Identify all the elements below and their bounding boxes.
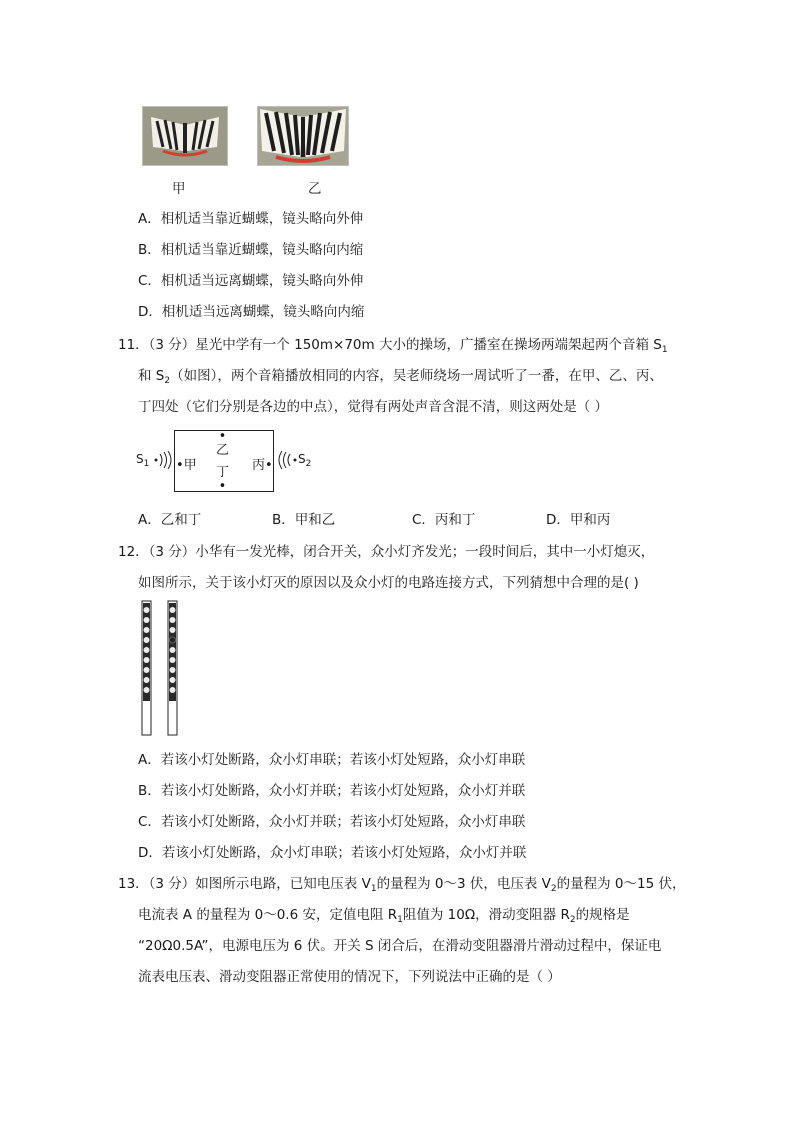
q12-option-c[interactable]: C．若该小灯处断路，众小灯并联；若该小灯处短路，众小灯串联 bbox=[138, 814, 526, 830]
playground-diagram bbox=[136, 428, 326, 494]
q11-stem-line1: 11．（3 分）星光中学有一个 150m×70m 大小的操场，广播室在操场两端架起两个音箱 $S_1$ bbox=[118, 337, 668, 355]
q10-option-d[interactable]: D．相机适当远离蝴蝶，镜头略向内缩 bbox=[138, 304, 365, 320]
q12-option-b[interactable]: B．若该小灯处断路，众小灯并联；若该小灯处短路，众小灯并联 bbox=[138, 783, 526, 799]
q11-option-c[interactable]: C．丙和丁 bbox=[412, 512, 476, 528]
butterfly-photo-jia bbox=[142, 106, 228, 166]
point-yi: • 乙 bbox=[216, 429, 230, 458]
butterfly-icon bbox=[143, 107, 227, 165]
sound-wave-icon bbox=[154, 450, 176, 470]
q10-option-c[interactable]: C．相机适当远离蝴蝶，镜头略向外伸 bbox=[138, 273, 364, 289]
q13-stem-line1: 13．（3 分）如图所示电路，已知电压表 $V_1$的量程为 0～3 伏，电压表 $V_2$的量程为 0～15 伏， bbox=[118, 876, 686, 894]
q10-option-b[interactable]: B．相机适当靠近蝴蝶，镜头略向内缩 bbox=[138, 242, 364, 258]
glow-stick-lit bbox=[142, 601, 151, 735]
q11-option-b[interactable]: B．甲和乙 bbox=[272, 512, 336, 528]
q13-stem-line4: 流表电压表、滑动变阻器正常使用的情况下，下列说法中正确的是（ ） bbox=[138, 969, 561, 985]
butterfly-photo-yi bbox=[257, 106, 349, 166]
q11-stem-line3: 丁四处（它们分别是各边的中点），觉得有两处声音含混不清，则这两处是（ ） bbox=[138, 399, 609, 415]
q11-option-a[interactable]: A．乙和丁 bbox=[138, 512, 202, 528]
butterfly-icon bbox=[258, 107, 348, 165]
glow-stick-one-off bbox=[168, 601, 177, 735]
q12-option-d[interactable]: D．若该小灯处断路，众小灯串联；若该小灯处短路，众小灯并联 bbox=[138, 845, 527, 861]
q11-option-d[interactable]: D．甲和丙 bbox=[546, 512, 611, 528]
q12-stem-line2: 如图所示，关于该小灯灭的原因以及众小灯的电路连接方式，下列猜想中合理的是( ) bbox=[138, 575, 639, 591]
point-bing: 丙• bbox=[252, 458, 273, 473]
q13-stem-line2: 电流表 A 的量程为 0～0.6 安，定值电阻 $R_1$阻值为 10Ω，滑动变阻器 $R_2$的规格是 bbox=[138, 907, 630, 925]
q13-stem-line3: “20Ω0.5A”，电源电压为 6 伏。开关 S 闭合后，在滑动变阻器滑片滑动过程中，保证电 bbox=[138, 938, 662, 954]
point-jia: •甲 bbox=[176, 458, 197, 473]
q12-option-a[interactable]: A．若该小灯处断路，众小灯串联；若该小灯处短路，众小灯串联 bbox=[138, 752, 526, 768]
image-label-yi: 乙 bbox=[308, 181, 322, 197]
q10-option-a[interactable]: A．相机适当靠近蝴蝶，镜头略向外伸 bbox=[138, 211, 364, 227]
speaker-s2-label: $S_2$ bbox=[298, 452, 312, 469]
sound-wave-icon bbox=[274, 450, 298, 470]
image-label-jia: 甲 bbox=[172, 181, 186, 197]
point-ding: 丁 • bbox=[216, 465, 230, 494]
q11-stem-line2: 和 $S_2$（如图），两个音箱播放相同的内容，吴老师绕场一周试听了一番，在甲、乙、丙、 bbox=[138, 368, 663, 386]
q12-stem-line1: 12．（3 分）小华有一发光棒，闭合开关，众小灯齐发光；一段时间后，其中一小灯熄灭， bbox=[118, 544, 655, 560]
speaker-s1-label: $S_1$ bbox=[136, 452, 150, 469]
glow-stick-figure bbox=[140, 600, 182, 736]
